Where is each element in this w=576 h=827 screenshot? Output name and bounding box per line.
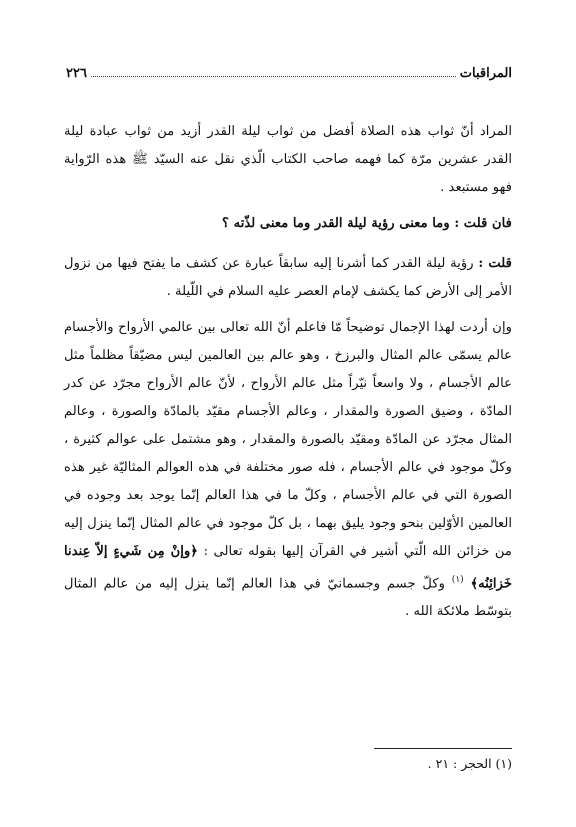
- answer-paragraph: [64, 250, 512, 306]
- answer-label: قلت :: [478, 256, 512, 271]
- page-body: [64, 118, 512, 634]
- footnote-separator: [374, 748, 512, 749]
- footnote-marker: (١): [451, 575, 464, 585]
- quran-verse: ﴿وإنْ مِن شَيءٍ إلاّ عِندنا خَزائِنُه﴾: [64, 544, 512, 592]
- explanation-paragraph: [64, 314, 512, 626]
- question-paragraph: [64, 210, 512, 238]
- page-number: ٢٢٦: [66, 66, 87, 81]
- answer-text: رؤية ليلة القدر كما أشرنا إليه سابقاً عبارة عن كشف ما يفتح فيها من نزول الأمر إلى الأرض كما يكشف لإمام العصر عليه السلام في اللّيلة .: [64, 256, 512, 299]
- paragraph-intro: المراد أنّ ثواب هذه الصلاة أفضل من ثواب ليلة القدر أزيد من ثواب عبادة ليلة القدر عشرين مرّة كما فهمه صاحب الكتاب الّذي نقل عنه السيّد ﷺ هذه الرّواية فهو مستبعد .: [64, 124, 512, 195]
- question-label: فان قلت :: [454, 216, 512, 231]
- running-title: المراقبات: [459, 66, 512, 81]
- page-header: [66, 66, 512, 86]
- header-dotted-leader: [91, 75, 456, 77]
- footnote-1: (١) الحجر : ٢١ .: [427, 756, 512, 771]
- explanation-text: وإن أردت لهذا الإجمال توضيحاً مّا فاعلم أنّ الله تعالى بين عالمي الأرواح والأجسام عالم يسمّى عالم المثال والبرزخ ، وهو عالم بين العالمين ليس مضيّقاً مظلماً مثل عالم الأجسام ، ولا واسعاً نيّراً مثل عالم الأرواح ، لأنّ عالم الأرواح مجرّد عن كدر المادّة ، وضيق الصورة والمقدار ، وعالم الأجسام مقيّد بالمادّة والصورة ، وعالم المثال مجرّد عن المادّة ومقيّد بالصورة والمقدار ، وهو مشتمل على عوالم كثيرة ، وكلّ موجود في عالم الأجسام ، فله صور مختلفة في هذه العوالم المثاليّة غير هذه الصورة التي في عالم الأجسام ، وكلّ ما في هذا العالم إنّما يوجد بعد وجوده في العالمين الأوّلين بنحو وجود يليق بهما ، بل كلّ موجود في عالم المثال إنّما ينزل إليه من خزائن الله الّتي أشير في القرآن إليها بقوله تعالى :: [64, 320, 512, 559]
- explanation-text-end: وكلّ جسم وجسمانيّ في هذا العالم إنّما ينزل إليه من عالم المثال بتوسّط ملائكة الله .: [64, 576, 512, 620]
- question-text: وما معنى رؤية ليلة القدر وما معنى لذّته ؟: [222, 216, 450, 231]
